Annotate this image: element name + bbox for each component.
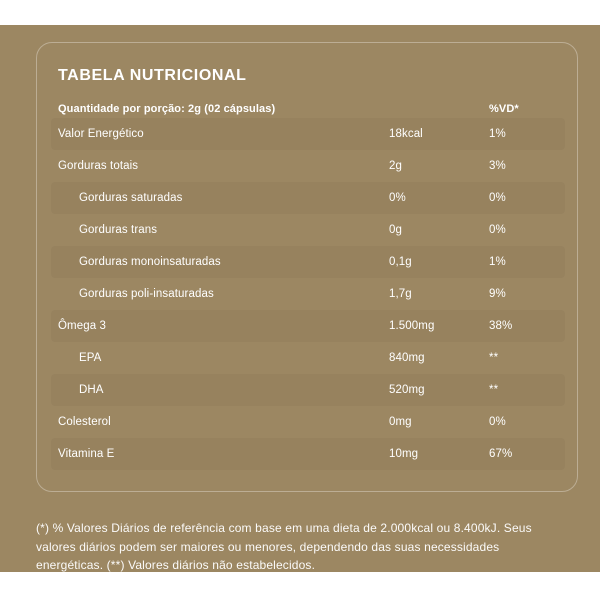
- nutrient-amount: 0mg: [389, 416, 412, 428]
- footnote-line: (*) % Valores Diários de referência com base em uma dieta de 2.000kcal ou 8.400kJ. Seus: [36, 521, 532, 535]
- table-row: [51, 150, 565, 182]
- nutrient-vd: 9%: [489, 288, 506, 300]
- nutrient-label: EPA: [79, 352, 102, 364]
- nutrient-label: Gorduras trans: [79, 224, 158, 236]
- nutrient-label: Gorduras monoinsaturadas: [79, 256, 221, 268]
- nutrient-label: Gorduras saturadas: [79, 192, 183, 204]
- table-row: [51, 374, 565, 406]
- nutrient-vd: 1%: [489, 256, 506, 268]
- nutrient-amount: 0,1g: [389, 256, 412, 268]
- nutrient-label: Vitamina E: [58, 448, 115, 460]
- nutrient-label: Valor Energético: [58, 128, 144, 140]
- nutrient-amount: 0%: [389, 192, 406, 204]
- nutrition-table: [51, 100, 565, 470]
- nutrient-label: Ômega 3: [58, 320, 107, 332]
- nutrition-panel: [0, 25, 600, 572]
- nutrient-vd: **: [489, 384, 499, 396]
- nutrient-vd: **: [489, 352, 499, 364]
- nutrient-label: Gorduras totais: [58, 160, 139, 172]
- nutrient-vd: 3%: [489, 160, 506, 172]
- table-title: TABELA NUTRICIONAL: [58, 67, 247, 84]
- vd-header: %VD*: [489, 103, 519, 115]
- table-header-row: [51, 100, 565, 118]
- table-row: [51, 406, 565, 438]
- nutrient-amount: 840mg: [389, 352, 425, 364]
- table-row: [51, 214, 565, 246]
- nutrient-label: DHA: [79, 384, 104, 396]
- nutrient-amount: 2g: [389, 160, 402, 172]
- nutrition-table-card: [36, 42, 578, 492]
- nutrient-amount: 1.500mg: [389, 320, 435, 332]
- nutrient-amount: 520mg: [389, 384, 425, 396]
- nutrient-vd: 0%: [489, 192, 506, 204]
- table-row: [51, 118, 565, 150]
- nutrient-vd: 38%: [489, 320, 513, 332]
- table-row: [51, 278, 565, 310]
- nutrient-vd: 67%: [489, 448, 513, 460]
- nutrient-label: Colesterol: [58, 416, 111, 428]
- nutrient-amount: 0g: [389, 224, 402, 236]
- nutrient-amount: 10mg: [389, 448, 419, 460]
- table-row: [51, 310, 565, 342]
- table-row: [51, 438, 565, 470]
- nutrient-vd: 0%: [489, 224, 506, 236]
- table-row: [51, 246, 565, 278]
- nutrient-label: Gorduras poli-insaturadas: [79, 288, 214, 300]
- nutrient-amount: 1,7g: [389, 288, 412, 300]
- footnote-line: energéticas. (**) Valores diários não estabelecidos.: [36, 558, 316, 572]
- table-row: [51, 342, 565, 374]
- nutrient-vd: 0%: [489, 416, 506, 428]
- nutrient-amount: 18kcal: [389, 128, 423, 140]
- footnote: [36, 519, 532, 575]
- portion-header: Quantidade por porção: 2g (02 cápsulas): [58, 103, 276, 115]
- nutrient-vd: 1%: [489, 128, 506, 140]
- table-row: [51, 182, 565, 214]
- footnote-line: valores diários podem ser maiores ou menores, dependendo das suas necessidades: [36, 539, 500, 554]
